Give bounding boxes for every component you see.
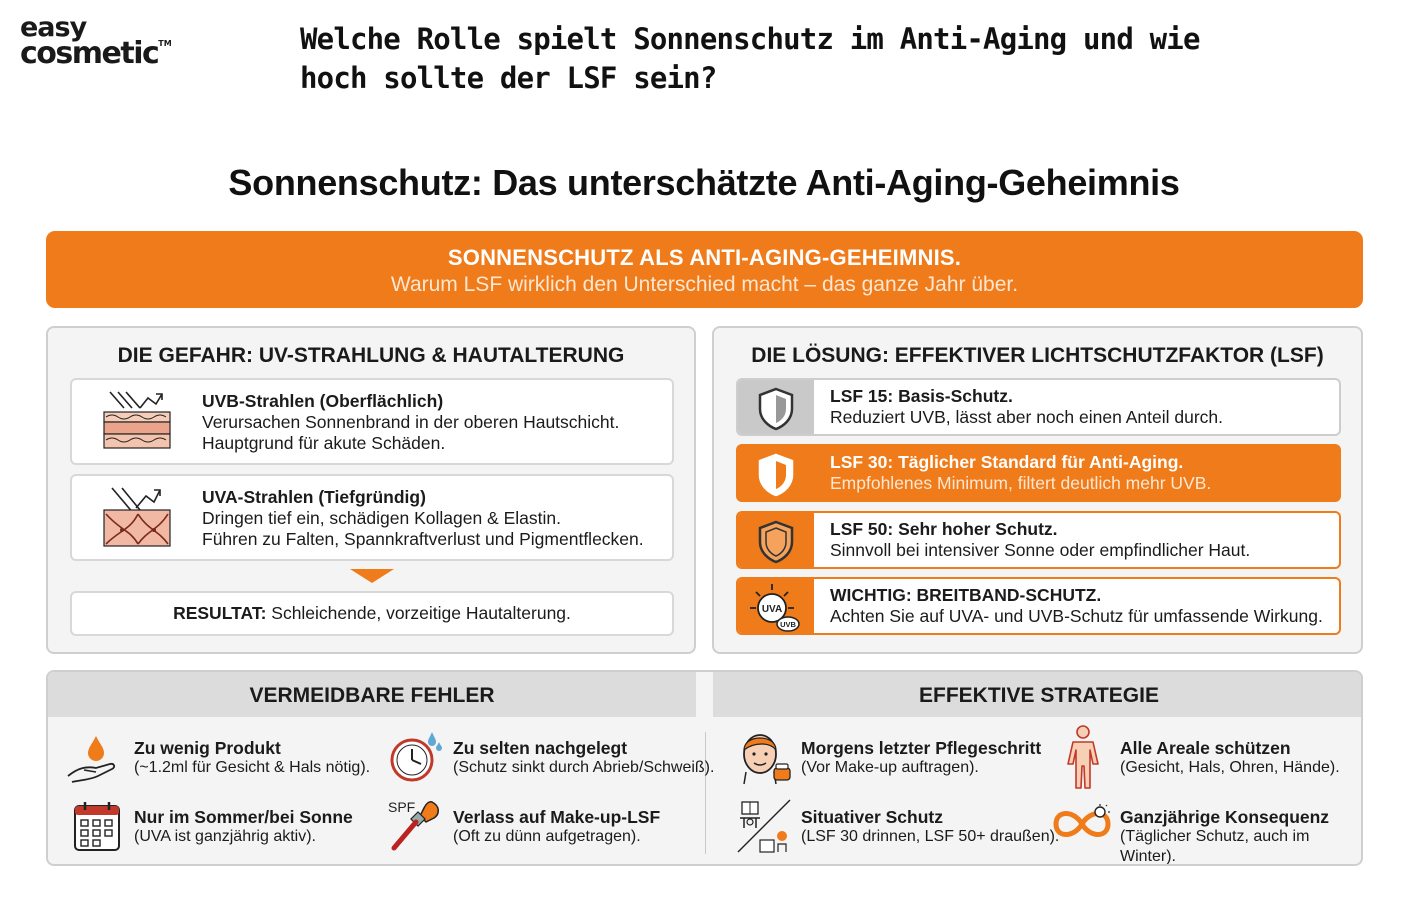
strategy-4-title: Ganzjährige Konsequenz (1120, 807, 1330, 827)
brand-logo (20, 12, 172, 72)
hand-drop-icon (66, 732, 120, 786)
uva-card-line-1: Dringen tief ein, schädigen Kollagen & Elastin. (202, 508, 561, 528)
logo-word: cosmetic (20, 36, 159, 72)
clock-drops-icon (386, 728, 444, 786)
uvb-badge: UVB (780, 620, 796, 629)
lsf-30-icon-area (738, 446, 814, 500)
mistake-1-title: Zu wenig Produkt (134, 738, 281, 758)
solution-title: DIE LÖSUNG: EFFEKTIVER LICHTSCHUTZFAKTOR (LSF) (751, 344, 1324, 367)
strategy-item-2 (1120, 738, 1340, 778)
down-arrow-icon (350, 569, 394, 583)
strategy-2-text: (Gesicht, Hals, Ohren, Hände). (1120, 759, 1340, 776)
makeup-brush-icon (386, 796, 444, 854)
banner-headline: SONNENSCHUTZ ALS ANTI-AGING-GEHEIMNIS. (447, 245, 962, 270)
danger-title: DIE GEFAHR: UV-STRAHLUNG & HAUTALTERUNG (117, 344, 625, 367)
danger-panel (46, 326, 696, 654)
tips-section (46, 670, 1363, 866)
logo-trademark: TM (158, 39, 172, 49)
body-outline-icon (1056, 724, 1110, 790)
broadband-title: WICHTIG: BREITBAND-SCHUTZ. (830, 585, 1102, 605)
broadband-text: Achten Sie auf UVA- und UVB-Schutz für umfassende Wirkung. (830, 606, 1323, 626)
lsf-15-title: LSF 15: Basis-Schutz. (830, 386, 1013, 406)
lsf-30-item (736, 444, 1341, 502)
lsf-50-item (736, 511, 1341, 569)
banner-subline: Warum LSF wirklich den Unterschied macht – das ganze Jahr über. (390, 273, 1019, 296)
uva-card-title: UVA-Strahlen (Tiefgründig) (202, 487, 426, 507)
infinity-sun-icon (1052, 804, 1114, 846)
uvb-skin-icon (100, 390, 174, 454)
lsf-30-text: Empfohlenes Minimum, filtert deutlich mehr UVB. (830, 473, 1212, 493)
mistake-item-3 (134, 807, 353, 847)
mistake-2-title: Zu selten nachgelegt (453, 738, 628, 758)
indoor-outdoor-icon (734, 796, 794, 856)
strategy-1-text: (Vor Make-up auftragen). (801, 759, 979, 776)
spf-label: SPF (388, 799, 416, 815)
uvb-card-title: UVB-Strahlen (Oberflächlich) (202, 391, 444, 411)
lsf-30-title: LSF 30: Täglicher Standard für Anti-Aging. (830, 452, 1184, 472)
lsf-50-text: Sinnvoll bei intensiver Sonne oder empfindlicher Haut. (830, 540, 1251, 560)
logo-line-1: easy (20, 12, 87, 43)
strategy-3-text: (LSF 30 drinnen, LSF 50+ draußen). (801, 828, 1060, 845)
uvb-card-line-1: Verursachen Sonnenbrand in der oberen Hautschicht. (202, 412, 620, 432)
lsf-15-item (736, 378, 1341, 436)
uva-card (70, 474, 674, 561)
mistake-3-text: (UVA ist ganzjährig aktiv). (134, 828, 316, 845)
shield-icon (752, 451, 800, 499)
mistake-4-text: (Oft zu dünn aufgetragen). (453, 828, 641, 845)
mistake-item-1 (134, 738, 370, 778)
calendar-icon (72, 800, 126, 854)
strategy-item-3 (801, 807, 1059, 847)
result-box (70, 591, 674, 636)
page-title: Sonnenschutz: Das unterschätzte Anti-Aging-Geheimnis (228, 162, 1180, 203)
strategy-item-4 (1120, 807, 1361, 866)
shield-icon (752, 518, 800, 566)
mistake-item-2 (453, 738, 714, 778)
face-cream-icon (736, 728, 794, 786)
result-text: Schleichende, vorzeitige Hautalterung. (266, 603, 571, 623)
sun-uva-uvb-icon (748, 582, 802, 634)
broadband-icon-area (738, 579, 814, 633)
solution-panel (712, 326, 1363, 654)
orange-banner (46, 231, 1363, 308)
lsf-50-title: LSF 50: Sehr hoher Schutz. (830, 519, 1058, 539)
strategy-title: EFFEKTIVE STRATEGIE (713, 672, 1363, 717)
uvb-card (70, 378, 674, 465)
strategy-1-title: Morgens letzter Pflegeschritt (801, 738, 1042, 758)
shield-icon (752, 385, 800, 433)
lsf-15-icon-area (738, 380, 814, 434)
broadband-item (736, 577, 1341, 635)
uvb-card-line-2: Hauptgrund für akute Schäden. (202, 433, 446, 453)
mistake-item-4 (453, 807, 660, 847)
strategy-item-1 (801, 738, 1041, 778)
mistake-3-title: Nur im Sommer/bei Sonne (134, 807, 353, 827)
mistake-4-title: Verlass auf Make-up-LSF (453, 807, 661, 827)
question-heading: Welche Rolle spielt Sonnenschutz im Anti-Aging und wie hoch sollte der LSF sein? (300, 22, 1200, 95)
uva-skin-icon (100, 486, 174, 550)
uva-card-line-2: Führen zu Falten, Spannkraftverlust und Pigmentflecken. (202, 529, 644, 549)
mistake-2-text: (Schutz sinkt durch Abrieb/Schweiß). (453, 759, 715, 776)
logo-line-2 (20, 36, 172, 72)
lsf-15-text: Reduziert UVB, lässt aber noch einen Anteil durch. (830, 407, 1223, 427)
strategy-4-text: (Täglicher Schutz, auch im Winter). (1120, 828, 1310, 865)
mistakes-title: VERMEIDBARE FEHLER (48, 672, 696, 717)
uva-badge: UVA (761, 604, 783, 615)
mistake-1-text: (~1.2ml für Gesicht & Hals nötig). (134, 759, 371, 776)
lsf-50-icon-area (738, 513, 814, 567)
result-label: RESULTAT: (173, 603, 267, 623)
strategy-2-title: Alle Areale schützen (1120, 738, 1291, 758)
strategy-3-title: Situativer Schutz (801, 807, 943, 827)
